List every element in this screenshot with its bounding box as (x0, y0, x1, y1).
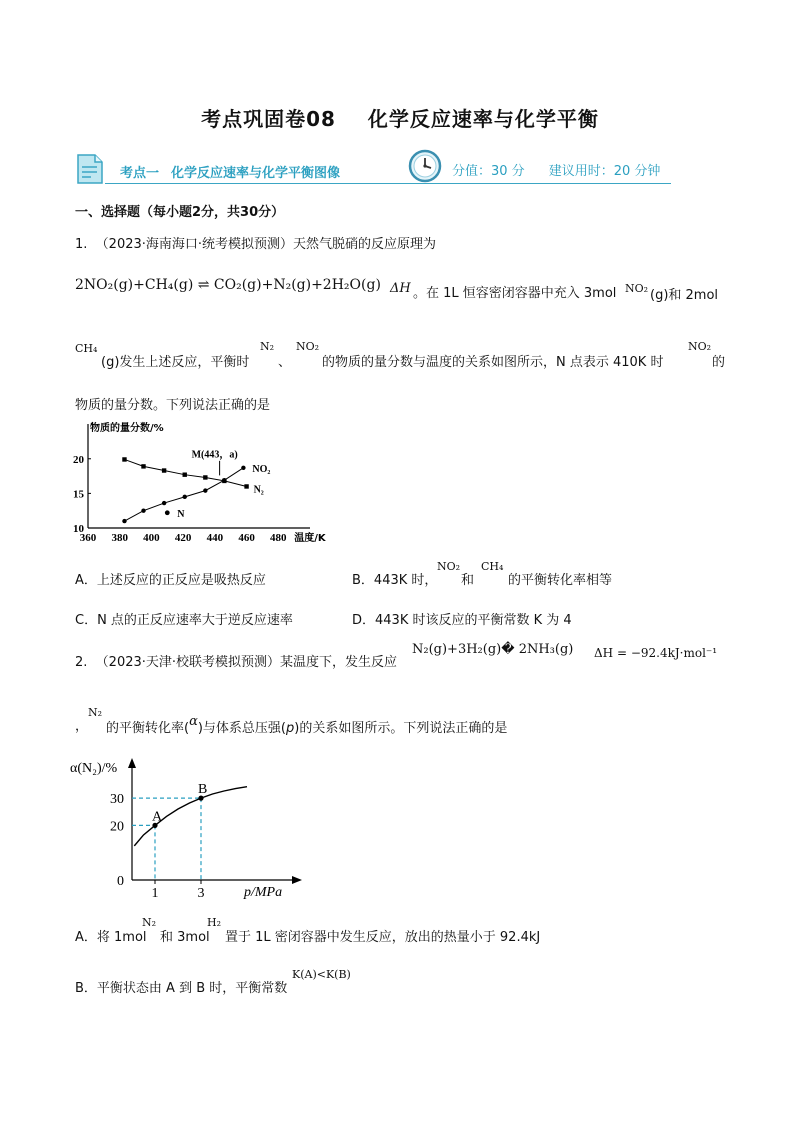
q1-option-b-no2: NO₂ (437, 560, 461, 573)
q1-line2-sep: 、 (278, 355, 292, 370)
chart1-point (141, 464, 145, 468)
q2-line2 (106, 714, 508, 737)
q2-line2-c: )的关系如图所示。下列说法正确的是 (294, 721, 508, 736)
chart1-point (241, 466, 245, 470)
q1-equation: 2NO₂(g)+CH₄(g) ⇌ CO₂(g)+N₂(g)+2H₂O(g) (75, 277, 381, 293)
chart2-y-tick-label: 30 (110, 792, 124, 808)
chart1-point-n-label: N (177, 508, 185, 520)
section-meta (452, 160, 660, 179)
document-icon (75, 153, 105, 185)
q2-equation: N₂(g)+3H₂(g)� 2NH₃(g) (412, 642, 574, 657)
q1-option-d[interactable]: D．443K 时该反应的平衡常数 K 为 4 (352, 613, 572, 628)
q2-line2-b: )与体系总压强( (197, 721, 287, 736)
q2-option-a-mid: 和 3mol (160, 930, 210, 945)
q2-option-b-pre: B．平衡状态由 A 到 B 时，平衡常数 (75, 981, 288, 996)
chart1-point (183, 472, 187, 476)
q1-n2: N₂ (260, 340, 275, 353)
chart1-x-tick-label: 460 (238, 532, 255, 544)
q1-line2-b: 的物质的量分数与温度的关系如图所示，N 点表示 410K 时 (322, 355, 664, 370)
chart2-y-label: α(N₂)/% (70, 761, 118, 776)
q2-option-a-pre: A．将 1mol (75, 930, 147, 945)
chart1-annotation-m: M(443，a) (191, 449, 238, 461)
q2-option-a-h2: H₂ (207, 916, 222, 929)
chart1-point (203, 475, 207, 479)
chart1-y-label: 物质的量分数/% (90, 423, 164, 434)
q1-number: 1. (75, 237, 88, 252)
chart2-point-label: B (198, 782, 208, 798)
q1-option-b-pre: B．443K 时， (352, 573, 438, 588)
section-label: 考点一 (120, 166, 160, 181)
chart1-point-n (165, 510, 170, 515)
chart1-point (222, 479, 226, 483)
chart2-plot (70, 758, 302, 901)
chart1-point (122, 457, 126, 461)
q1-option-b-mid: 和 (461, 573, 475, 588)
chart1-point (183, 495, 187, 499)
q2-number: 2. (75, 655, 88, 670)
q2-alpha: α (189, 714, 198, 729)
chart1-x-label: 温度/K (294, 533, 326, 544)
chart2 (70, 752, 320, 902)
q2-p: p (286, 721, 295, 736)
time-text: 建议用时：20 分钟 (548, 164, 661, 179)
title-part2: 化学反应速率与化学平衡 (367, 107, 599, 131)
title-part1: 考点巩固卷08 (201, 107, 336, 131)
score-text: 分值：30 分 (452, 164, 525, 179)
q2-n2: N₂ (88, 706, 103, 719)
chart1-point (203, 488, 207, 492)
chart1-point (162, 468, 166, 472)
chart1-label-n2: N₂ (253, 484, 264, 496)
chart2-x-tick-label: 3 (197, 886, 205, 901)
page-title (0, 103, 800, 132)
chart2-y-tick-label: 0 (117, 874, 124, 889)
q1-option-b-ch4: CH₄ (481, 560, 504, 573)
chart2-point-label: A (152, 809, 163, 825)
q2-line2-a: 的平衡转化率( (106, 721, 190, 736)
q1-dh: ΔH (390, 281, 411, 296)
clock-icon (408, 149, 442, 183)
q2-dh: ΔH = −92.4kJ·mol⁻¹ (594, 646, 718, 660)
chart1-point (162, 501, 166, 505)
q1-intro (75, 237, 436, 253)
q1-ch4: CH₄ (75, 342, 98, 355)
q2-option-a-n2: N₂ (142, 916, 157, 929)
q2-option-a[interactable] (75, 930, 147, 946)
chart1-x-tick-label: 400 (143, 532, 160, 544)
chart1-point (122, 519, 126, 523)
chart2-y-tick-label: 20 (110, 819, 124, 835)
q2-intro (75, 655, 397, 671)
q2-option-a-post: 置于 1L 密闭容器中发生反应，放出的热量小于 92.4kJ (225, 930, 541, 945)
chart1-y-tick-label: 10 (73, 523, 84, 535)
q1-source: （2023·海南海口·统考模拟预测）天然气脱硝的反应原理为 (95, 237, 437, 252)
q2-option-b[interactable] (75, 981, 287, 997)
q1-no2-a: NO₂ (625, 282, 649, 295)
q1-line3: 物质的量分数。下列说法正确的是 (75, 398, 271, 413)
section-topic: 化学反应速率与化学平衡图像 (171, 166, 341, 181)
q1-line1-end: (g)和 2mol (650, 288, 719, 303)
chart1-label-no2: NO₂ (252, 463, 271, 475)
q1-no2-b: NO₂ (296, 340, 320, 353)
q2-source: （2023·天津·校联考模拟预测）某温度下，发生反应 (95, 655, 398, 670)
chart1-x-tick-label: 440 (206, 532, 224, 544)
chart1-x-tick-label: 480 (270, 532, 287, 544)
part-heading: 一、选择题（每小题2分，共30分） (75, 205, 285, 220)
q1-line2-a: (g)发生上述反应，平衡时 (101, 355, 250, 370)
q2-option-b-k: K(A)<K(B) (292, 968, 351, 981)
chart1-x-tick-label: 360 (79, 532, 97, 544)
chart1-x-tick-label: 420 (174, 532, 192, 544)
chart2-y-arrow (128, 758, 136, 768)
q1-no2-c: NO₂ (688, 340, 712, 353)
chart2-x-tick-label: 1 (151, 886, 159, 901)
chart1-y-tick-label: 15 (73, 488, 84, 501)
chart1 (68, 420, 328, 548)
chart1-x-tick-label: 380 (111, 532, 128, 544)
chart1-point (244, 484, 248, 488)
section-underline (105, 183, 671, 184)
chart1-point (141, 508, 145, 512)
q1-option-b[interactable] (352, 573, 437, 589)
q1-option-a[interactable]: A．上述反应的正反应是吸热反应 (75, 573, 266, 588)
chart1-y-tick-label: 20 (73, 453, 84, 466)
chart2-x-label: p/MPa (244, 885, 283, 900)
section-title (120, 162, 340, 181)
chart1-plot (73, 421, 327, 544)
q1-option-c[interactable]: C．N 点的正反应速率大于逆反应速率 (75, 613, 293, 628)
q1-option-b-post: 的平衡转化率相等 (508, 573, 613, 588)
section-bar (75, 150, 671, 188)
q1-line1-rest: 。在 1L 恒容密闭容器中充入 3mol (413, 286, 617, 301)
chart2-x-arrow (292, 876, 302, 884)
q1-line2-c: 的 (712, 355, 726, 370)
q2-comma: ， (75, 719, 89, 734)
